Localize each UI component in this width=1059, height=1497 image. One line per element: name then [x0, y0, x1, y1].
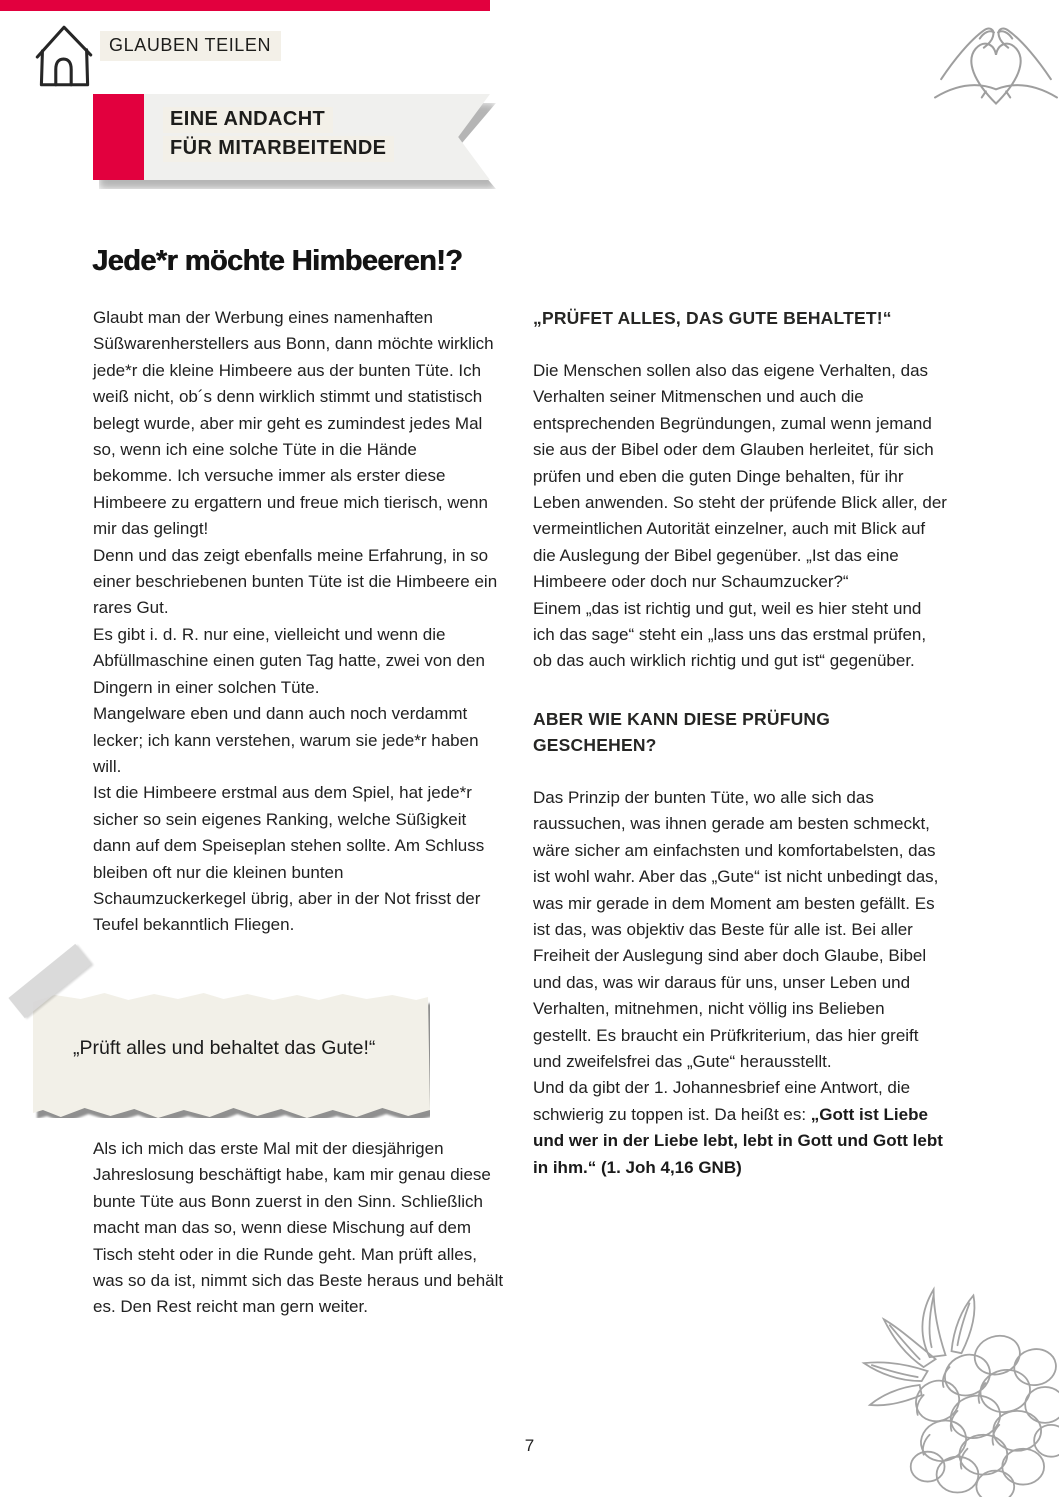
home-icon[interactable]: [26, 18, 102, 94]
section-banner: [93, 94, 490, 180]
paragraph: Einem „das ist richtig und gut, weil es hier steht und ich das sage“ steht ein „lass uns das erstmal prüfen, ob das auch wirklich richtig und gut ist“ gegenüber.: [533, 598, 927, 671]
page-number: 7: [524, 1436, 535, 1455]
banner-line-1: EINE ANDACHT: [163, 107, 333, 133]
note-quote: „Prüft alles und behaltet das Gute!“: [73, 1036, 376, 1059]
paragraph: Das Prinzip der bunten Tüte, wo alle sich das raussuchen, was ihnen gerade am besten schmeckt, wäre sicher am einfachsten und komfortabelsten, das ist wohl wahr. Aber das „Gute“ ist nicht unbedingt das, was mir gerade in dem Moment am besten gefällt. Es ist das, was objektiv das Beste für alle ist. Bei aller Freiheit der Auslegung sind aber doch Glaube, Bibel und das, was wir daraus für uns, unser Leben und Verhalten, mitnehmen, nicht völlig ins Belieben gestellt. Es braucht ein Prüfkriterium, das hier greift und zweifelsfrei das „Gute“ herausstellt.: [533, 787, 939, 1071]
paragraph: Denn und das zeigt ebenfalls meine Erfahrung, in so einer beschriebenen bunten Tüte ist die Himbeere ein rares Gut.: [93, 545, 498, 618]
quote-note: [33, 986, 430, 1118]
paragraph: Als ich mich das erste Mal mit der diesjährigen Jahreslosung beschäftigt habe, kam mir genau diese bunte Tüte aus Bonn zuerst in den Sinn. Schließlich macht man das so, wenn diese Mischung auf dem Tisch steht oder in die Runde geht. Man prüft alles, was so da ist, nimmt sich das Beste heraus und behält es. Den Rest reicht man gern weiter.: [93, 1139, 504, 1317]
paragraph: Glaubt man der Werbung eines namenhaften Süßwarenherstellers aus Bonn, dann möchte wirklich jede*r die kleine Himbeere aus der bunten Tüte. Ich weiß nicht, ob´s denn wirklich stimmt und statistisch belegt wurde, aber mir geht es zumindest jedes Mal so, wenn ich eine solche Tüte in die Hände bekomme. Ich versuche immer als erster diese Himbeere zu ergattern und freue mich tierisch, wenn mir das gelingt!: [93, 308, 494, 539]
paragraph: Es gibt i. d. R. nur eine, vielleicht und wenn die Abfüllmaschine einen guten Tag hatte, zwei von den Dingern in einer solchen Tüte.: [93, 624, 485, 697]
banner-text: [163, 107, 394, 162]
paragraph: Mangelware eben und dann auch noch verdammt lecker; ich kann verstehen, warum sie jede*r haben will.: [93, 704, 479, 776]
top-red-bar: [0, 0, 490, 11]
section-heading-1: „PRÜFET ALLES, DAS GUTE BEHALTET!“: [533, 308, 892, 328]
banner-line-2: FÜR MITARBEITENDE: [163, 136, 394, 162]
heart-hands-icon: [933, 16, 1059, 118]
left-column: [93, 305, 500, 939]
paragraph: Die Menschen sollen also das eigene Verhalten, das Verhalten seiner Mitmenschen und auch die entsprechenden Begründungen, zumal wenn jemand sie aus der Bibel oder dem Glauben herleitet, für sich prüfen und eben die guten Dinge behalten, für ihr Leben anwenden. So steht der prüfende Blick aller, der vermeintlichen Autorität einzelner, auch mit Blick auf die Auslegung der Bibel gegenüber. „Ist das eine Himbeere oder doch nur Schaumzucker?“: [533, 361, 947, 592]
section-heading-2: ABER WIE KANN DIESE PRÜFUNG GESCHEHEN?: [533, 708, 831, 755]
paragraph-with-quote: [533, 1075, 947, 1181]
paragraph: Ist die Himbeere erstmal aus dem Spiel, hat jede*r sicher so sein eigenes Ranking, welche Süßigkeit dann auf dem Speiseplan stehen sollte. Am Schluss bleiben oft nur die kleinen bunten Schaumzuckerkegel übrig, aber in der Not frisst der Teufel bekanntlich Fliegen.: [93, 783, 485, 935]
closing-intro: Und da gibt der 1. Johannesbrief eine Antwort, die schwierig zu toppen ist. Da heißt es:: [533, 1078, 911, 1124]
category-label: GLAUBEN TEILEN: [100, 31, 281, 61]
right-column: [533, 305, 947, 1181]
left-column-closing: [93, 1136, 505, 1321]
raspberry-icon: [850, 1283, 1059, 1497]
bible-quote: „Gott ist Liebe und wer in der Liebe lebt, lebt in Gott und Gott lebt in ihm.“ (1. Joh 4,16 GNB): [533, 1104, 943, 1177]
article-title: Jede*r möchte Himbeeren!?: [92, 245, 463, 277]
banner-red-square: [93, 94, 144, 180]
